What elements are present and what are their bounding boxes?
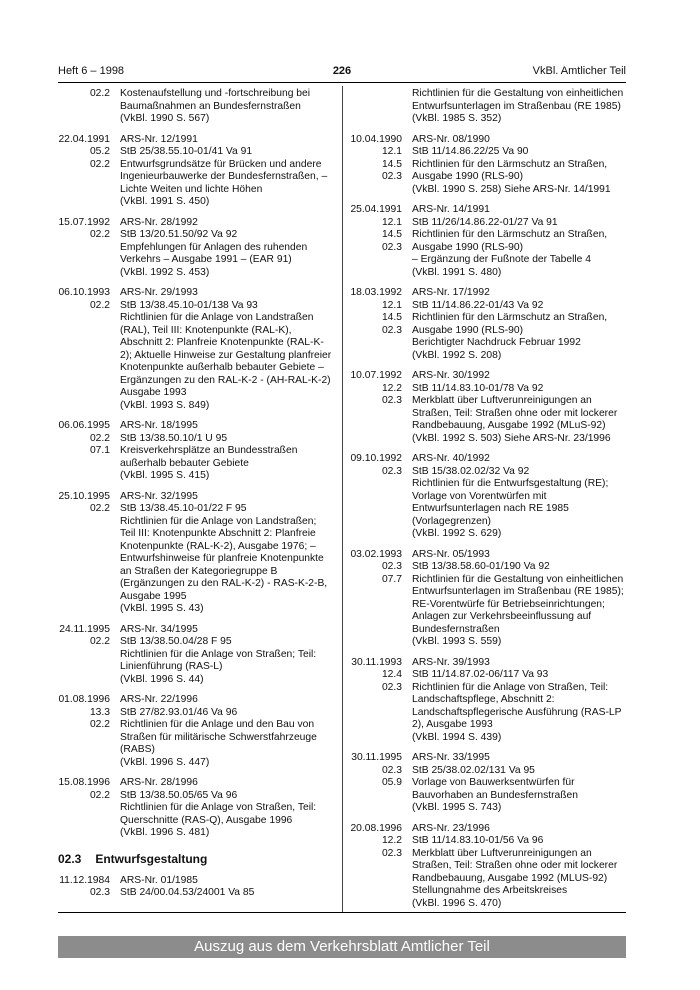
entry-line: ARS-Nr. 34/1995 (120, 623, 198, 635)
entry-text (412, 287, 626, 362)
entry-code: 02.3 (381, 764, 402, 776)
entry-line: (VkBl. 1995 S. 43) (120, 603, 204, 614)
entry-date: 09.10.1992 (350, 453, 402, 464)
entry-line: Vorlage von Bauwerksentwürfen für Bauvorhaben an Bundesfernstraßen (412, 777, 579, 801)
entry-reference (350, 370, 402, 445)
entry-text (412, 752, 626, 815)
entry-line: ARS-Nr. 08/1990 (412, 133, 490, 145)
entry-text (412, 453, 626, 541)
entry-date: 30.11.1995 (351, 752, 402, 763)
entry-code: 02.3 (381, 171, 402, 182)
entry-line: StB 13/38.50.04/28 F 95 (120, 636, 232, 647)
entry-line: ARS-Nr. 23/1996 (412, 822, 490, 834)
list-entry (58, 217, 334, 280)
entry-reference (58, 694, 110, 769)
section-number: 02.3 (58, 851, 82, 866)
entry-date: 03.02.1993 (350, 548, 402, 560)
entry-date: 01.08.1996 (58, 694, 110, 705)
entry-line: (VkBl. 1991 S. 450) (120, 196, 210, 207)
list-entry (58, 420, 334, 483)
entry-line: StB 11/14.83.10-01/78 Va 92 (412, 382, 544, 394)
entry-line: StB 11/14.83.10-01/56 Va 96 (412, 835, 544, 846)
entry-line: StB 11/14.86.22-01/43 Va 92 (412, 299, 544, 311)
publication-label: VkBl. Amtlicher Teil (532, 65, 626, 77)
entry-line: Merkblatt über Luftverunreinigungen an Straßen, Teil: Straßen ohne oder mit lockerer Randbebauung, Ausgabe 1992 (MLuS-92) (412, 395, 618, 431)
entry-line: ARS-Nr. 14/1991 (412, 204, 490, 215)
entry-text (120, 287, 334, 412)
entry-line: (VkBl. 1992 S. 629) (412, 528, 502, 539)
footer-banner: Auszug aus dem Verkehrsblatt Amtlicher Teil (58, 936, 626, 958)
entry-line: StB 13/38.58.60-01/190 Va 92 (412, 561, 550, 572)
entry-line: ARS-Nr. 30/1992 (412, 370, 490, 381)
entry-line: StB 25/38.02.02/131 Va 95 (412, 764, 535, 776)
entry-reference (58, 88, 110, 126)
entry-line: ARS-Nr. 32/1995 (120, 490, 198, 502)
entry-code: 12.2 (381, 382, 402, 394)
entry-text (120, 420, 334, 483)
entry-text (120, 777, 334, 840)
entry-line: (VkBl. 1990 S. 567) (120, 113, 210, 124)
entry-line: StB 11/14.86.22/25 Va 90 (412, 146, 529, 157)
entry-text (120, 624, 334, 687)
entry-reference (58, 624, 110, 687)
entry-line: StB 13/38.50.10/1 U 95 (120, 432, 228, 444)
entry-code: 02.3 (381, 681, 402, 693)
entry-line: (VkBl. 1992 S. 503) Siehe ARS-Nr. 23/1996 (412, 432, 611, 444)
issue-label: Heft 6 – 1998 (58, 65, 125, 77)
entry-reference (58, 777, 110, 840)
entry-line: (VkBl. 1992 S. 208) (412, 349, 502, 361)
entry-line: (VkBl. 1996 S. 447) (120, 756, 210, 768)
entry-code: 05.9 (381, 777, 402, 788)
column-divider (342, 86, 343, 912)
list-entry (350, 752, 626, 815)
entry-text (120, 88, 334, 126)
list-entry (58, 287, 334, 412)
entry-line: ARS-Nr. 12/1991 (120, 133, 198, 145)
entry-code: 02.2 (89, 719, 110, 730)
list-entry (58, 134, 334, 209)
entry-line: Richtlinien für die Anlage von Landstraßen (RAL), Teil III: Knotenpunkte (RAL-K), Abschnitt 2: Planfreie Knotenpunkte (RAL-K-2); Aktuelle Hinweise zur Gestaltung planfreier Knotenpunkte außerhalb bebauter Gebiete – Ergänzungen zu den RAL-K-2 - (AH-RAL-K-2) Ausgabe 1993 (120, 312, 332, 398)
entry-reference (350, 453, 402, 541)
entry-line: (VkBl. 1996 S. 481) (120, 827, 210, 838)
entry-date: 15.08.1996 (58, 777, 110, 788)
entry-code: 12.1 (381, 216, 402, 228)
entry-line: ARS-Nr. 28/1992 (120, 216, 198, 228)
entry-reference (350, 657, 402, 745)
entry-reference (350, 549, 402, 649)
entry-date: 20.08.1996 (350, 822, 402, 834)
entry-date: 25.04.1991 (350, 204, 402, 215)
entry-code: 02.3 (381, 324, 402, 336)
entry-line: StB 13/38.45.10-01/138 Va 93 (120, 299, 258, 311)
entry-code: 02.2 (89, 88, 110, 99)
entry-text (120, 491, 334, 616)
list-entry (58, 88, 334, 126)
entry-line: ARS-Nr. 05/1993 (412, 548, 490, 560)
entry-code: 07.1 (89, 445, 110, 456)
entry-date: 11.12.1984 (59, 874, 110, 886)
entry-reference (58, 217, 110, 280)
entry-line: StB 11/14.87.02-06/117 Va 93 (412, 669, 549, 680)
entry-reference (350, 752, 402, 815)
entry-reference (350, 823, 402, 911)
entry-line: Empfehlungen für Anlagen des ruhenden Verkehrs – Ausgabe 1991 – (EAR 91) (120, 241, 308, 265)
entry-date: 06.10.1993 (58, 287, 110, 298)
entry-code: 02.2 (89, 432, 110, 444)
section-heading (58, 852, 334, 867)
entry-code: 02.3 (381, 241, 402, 253)
entry-text (412, 370, 626, 445)
list-entry (350, 370, 626, 445)
entry-date: 10.04.1990 (350, 133, 402, 145)
entry-code: 12.2 (381, 835, 402, 846)
entry-line: Richtlinien für die Anlage von Landstraßen; Teil III: Knotenpunkte Abschnitt 2: Planfreie Knotenpunkte (RAL-K-2), Ausgabe 1976; – Entwurfshinweise für planfreie Knotenpunkte an Straßen der Kategoriegruppe B (Ergänzungen zu den RAL-K-2) - RAS-K-2-B, Ausgabe 1995 (120, 515, 328, 602)
entry-line: Richtlinien für die Anlage von Straßen, Teil: Querschnitte (RAS-Q), Ausgabe 1996 (120, 802, 317, 826)
entry-reference (350, 134, 402, 197)
list-entry (350, 204, 626, 279)
entry-line: (VkBl. 1990 S. 258) Siehe ARS-Nr. 14/1991 (412, 183, 611, 195)
entry-code: 02.2 (89, 229, 110, 240)
entry-line: (VkBl. 1994 S. 439) (412, 731, 502, 743)
right-column (350, 88, 626, 918)
entry-text (120, 217, 334, 280)
entry-date: 24.11.1995 (59, 623, 110, 635)
entry-code: 02.3 (381, 395, 402, 406)
entry-line: Richtlinien für die Gestaltung von einheitlichen Entwurfsunterlagen im Straßenbau (RE 1985); RE-Vorentwürfe für Betriebseinrichtungen; Anlagen zur Verkehrsbeeinflussung auf Bundesfernstraßen (412, 573, 624, 635)
entry-code: 02.3 (381, 561, 402, 572)
entry-code: 02.2 (89, 789, 110, 801)
entry-line: Merkblatt über Luftverunreinigungen an Straßen, Teil: Straßen ohne oder mit lockerer Randbebauung, Ausgabe 1992 (MLUS-92) (412, 847, 618, 884)
header-rule (58, 82, 626, 83)
entry-line: ARS-Nr. 40/1992 (412, 453, 490, 464)
entry-line: (VkBl. 1996 S. 44) (120, 673, 204, 685)
entry-line: (VkBl. 1993 S. 849) (120, 399, 210, 411)
entry-date: 06.06.1995 (58, 420, 110, 431)
entry-reference (350, 88, 402, 126)
page-header (58, 64, 626, 80)
entry-line: (VkBl. 1991 S. 480) (412, 266, 502, 278)
entry-code: 13.3 (89, 706, 110, 718)
list-entry (350, 88, 626, 126)
entry-code: 02.3 (381, 847, 402, 859)
entry-line: StB 13/38.50.05/65 Va 96 (120, 789, 238, 801)
list-entry (350, 823, 626, 911)
entry-date: 18.03.1992 (350, 287, 402, 298)
entry-line: (VkBl. 1985 S. 352) (412, 113, 502, 124)
entry-line: (VkBl. 1993 S. 559) (412, 636, 502, 647)
entry-text (412, 657, 626, 745)
list-entry (350, 657, 626, 745)
entry-line: Richtlinien für die Entwurfsgestaltung (RE); Vorlage von Vorentwürfen mit Entwurfsunterlagen nach RE 1985 (Vorlagegrenzen) (412, 478, 609, 527)
entry-code: 12.1 (381, 299, 402, 311)
entry-line: (VkBl. 1992 S. 453) (120, 266, 210, 278)
entry-line: StB 13/20.51.50/92 Va 92 (120, 229, 238, 240)
list-entry (350, 549, 626, 649)
list-entry (350, 453, 626, 541)
entry-text (120, 875, 334, 900)
entry-date: 22.04.1991 (58, 133, 110, 145)
list-entry (350, 134, 626, 197)
list-entry (350, 287, 626, 362)
entry-line: Richtlinien für die Gestaltung von einheitlichen Entwurfsunterlagen im Straßenbau (RE 1985) (412, 88, 624, 112)
entry-code: 14.5 (381, 229, 402, 240)
page-number: 226 (332, 65, 352, 77)
entry-text (120, 134, 334, 209)
entry-reference (350, 287, 402, 362)
entry-line: Kostenaufstellung und -fortschreibung bei Baumaßnahmen an Bundesfernstraßen (120, 88, 311, 112)
entry-line: StB 15/38.02.02/32 Va 92 (412, 465, 530, 477)
entry-line: ARS-Nr. 28/1996 (120, 777, 198, 788)
entry-line: ARS-Nr. 01/1985 (120, 874, 198, 886)
left-column (58, 88, 334, 908)
entry-code: 02.3 (381, 465, 402, 477)
entry-line: – Ergänzung der Fußnote der Tabelle 4 (412, 254, 591, 265)
footer-rule (58, 912, 626, 913)
entry-line: ARS-Nr. 17/1992 (412, 287, 490, 298)
entry-reference (58, 491, 110, 616)
entry-line: Richtlinien für die Anlage von Straßen; Teil: Linienführung (RAS-L) (120, 648, 317, 672)
entry-line: ARS-Nr. 39/1993 (412, 656, 490, 668)
entry-line: ARS-Nr. 29/1993 (120, 287, 198, 298)
entry-reference (58, 420, 110, 483)
entry-line: Richtlinien für den Lärmschutz an Straßen, Ausgabe 1990 (RLS-90) (412, 229, 608, 253)
entry-line: StB 13/38.45.10-01/22 F 95 (120, 503, 247, 514)
entry-line: Stellungnahme des Arbeitskreises (412, 885, 568, 896)
list-entry (58, 875, 334, 900)
entry-code: 12.4 (381, 669, 402, 680)
entry-date: 30.11.1993 (351, 656, 402, 668)
entry-code: 02.3 (89, 887, 110, 898)
list-entry (58, 777, 334, 840)
entry-text (412, 549, 626, 649)
entry-line: (VkBl. 1995 S. 415) (120, 470, 210, 481)
entry-line: Richtlinien für die Anlage von Straßen, Teil: Landschaftspflege, Abschnitt 2: Landschaftspflegerische Ausführung (RAS-LP 2), Ausgabe 1993 (412, 681, 622, 730)
entry-line: Berichtigter Nachdruck Februar 1992 (412, 337, 581, 348)
entry-line: ARS-Nr. 22/1996 (120, 694, 198, 705)
entry-date: 15.07.1992 (58, 216, 110, 228)
entry-code: 05.2 (89, 146, 110, 157)
entry-code: 07.7 (381, 573, 402, 585)
entry-line: Kreisverkehrsplätze an Bundesstraßen außerhalb bebauter Gebiete (120, 445, 298, 469)
list-entry (58, 491, 334, 616)
entry-date: 25.10.1995 (58, 490, 110, 502)
entry-line: ARS-Nr. 33/1995 (412, 752, 490, 763)
entry-reference (58, 875, 110, 900)
section-title: Entwurfsgestaltung (95, 851, 208, 866)
entry-line: StB 24/00.04.53/24001 Va 85 (120, 887, 255, 898)
entry-text (120, 694, 334, 769)
entry-reference (58, 287, 110, 412)
entry-text (412, 823, 626, 911)
entry-date: 10.07.1992 (350, 370, 402, 381)
entry-text (412, 88, 626, 126)
entry-code: 14.5 (381, 158, 402, 170)
entry-line: Richtlinien für den Lärmschutz an Straßen, Ausgabe 1990 (RLS-90) (412, 158, 608, 182)
entry-reference (350, 204, 402, 279)
entry-line: (VkBl. 1996 S. 470) (412, 897, 502, 909)
entry-code: 12.1 (381, 146, 402, 157)
entry-code: 02.2 (89, 299, 110, 311)
entry-line: StB 11/26/14.86.22-01/27 Va 91 (412, 216, 558, 228)
entry-line: StB 27/82.93.01/46 Va 96 (120, 706, 238, 718)
entry-line: ARS-Nr. 18/1995 (120, 420, 198, 431)
entry-reference (58, 134, 110, 209)
entry-code: 02.2 (89, 503, 110, 514)
entry-line: Richtlinien für die Anlage und den Bau von Straßen für militärische Schwerstfahrzeuge (RABS) (120, 719, 317, 755)
entry-line: StB 25/38.55.10-01/41 Va 91 (120, 146, 253, 157)
entry-line: Entwurfsgrundsätze für Brücken und andere Ingenieurbauwerke der Bundesfernstraßen, – Lichte Weiten und lichte Höhen (120, 158, 328, 195)
entry-text (412, 134, 626, 197)
entry-text (412, 204, 626, 279)
entry-code: 14.5 (381, 312, 402, 323)
list-entry (58, 624, 334, 687)
list-entry (58, 694, 334, 769)
entry-code: 02.2 (89, 636, 110, 647)
entry-line: Richtlinien für den Lärmschutz an Straßen, Ausgabe 1990 (RLS-90) (412, 312, 608, 336)
entry-code: 02.2 (89, 158, 110, 170)
entry-line: (VkBl. 1995 S. 743) (412, 802, 502, 813)
